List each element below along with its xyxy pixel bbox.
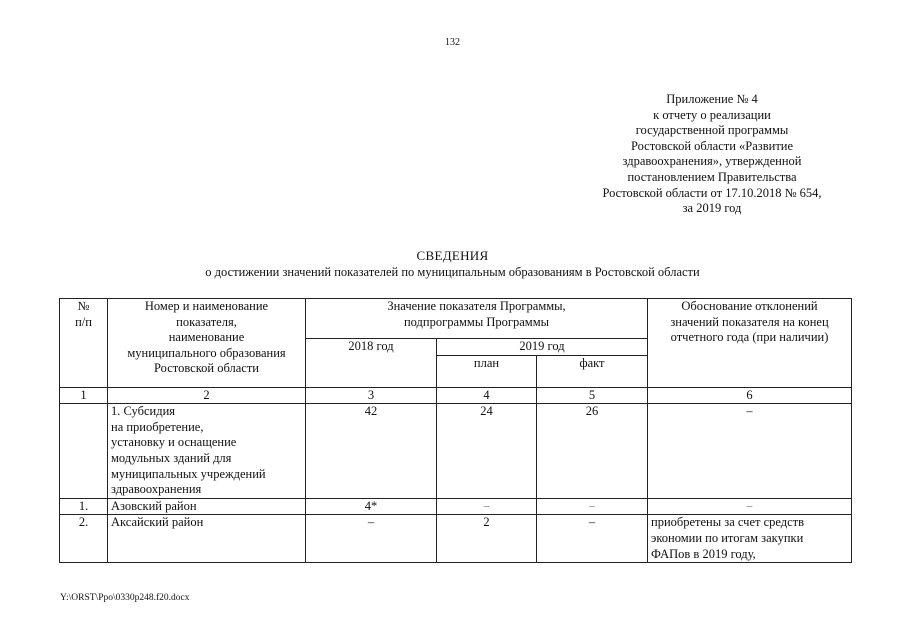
- row-justification: приобретены за счет средств экономии по итогам закупки ФАПов в 2019 году,: [648, 515, 852, 563]
- indicator-row: [60, 404, 852, 499]
- header-justification: Обоснование отклонений значений показателя на конец отчетного года (при наличии): [648, 299, 852, 388]
- appendix-line: Ростовской области от 17.10.2018 № 654,: [602, 185, 822, 200]
- indicator-plan: 24: [437, 404, 537, 499]
- indicators-table: [59, 298, 852, 563]
- row-name: Азовский район: [108, 498, 306, 515]
- appendix-line: Ростовской области «Развитие: [630, 138, 794, 153]
- file-path-footer: Y:\ORST\Ppo\0330p248.f20.docx: [60, 593, 190, 603]
- row-num: 2.: [60, 515, 108, 563]
- indicator-2018: 42: [306, 404, 437, 499]
- row-fact: –: [537, 498, 648, 515]
- col-number: 5: [537, 387, 648, 404]
- row-num: 1.: [60, 498, 108, 515]
- header-fact: факт: [537, 355, 648, 387]
- row-plan: –: [437, 498, 537, 515]
- column-numbers-row: [60, 387, 852, 404]
- indicator-name: 1. Субсидия на приобретение, установку и оснащение модульных зданий для муниципальных учреждений здравоохранения: [108, 404, 306, 499]
- col-number: 3: [306, 387, 437, 404]
- appendix-line: Приложение № 4: [666, 92, 758, 106]
- row-2018: –: [306, 515, 437, 563]
- table-row: [60, 515, 852, 563]
- col-number: 6: [648, 387, 852, 404]
- indicator-justification: –: [648, 404, 852, 499]
- page-number: 132: [445, 37, 460, 48]
- appendix-line: к отчету о реализации: [653, 107, 771, 122]
- col-number: 2: [108, 387, 306, 404]
- appendix-line: здравоохранения», утвержденной: [622, 154, 802, 169]
- indicator-num: [60, 404, 108, 499]
- row-2018: 4*: [306, 498, 437, 515]
- appendix-note: [578, 92, 846, 217]
- header-2018: 2018 год: [306, 339, 437, 388]
- header-value-group: Значение показателя Программы, подпрограммы Программы: [306, 299, 648, 339]
- col-number: 1: [60, 387, 108, 404]
- table-row: [60, 498, 852, 515]
- col-number: 4: [437, 387, 537, 404]
- header-plan: план: [437, 355, 537, 387]
- row-fact: –: [537, 515, 648, 563]
- row-plan: 2: [437, 515, 537, 563]
- header-num: № п/п: [60, 299, 108, 388]
- row-justification: –: [648, 498, 852, 515]
- indicator-fact: 26: [537, 404, 648, 499]
- row-name: Аксайский район: [108, 515, 306, 563]
- appendix-line: государственной программы: [635, 123, 789, 138]
- document-title: СВЕДЕНИЯ: [416, 248, 489, 263]
- header-name: Номер и наименование показателя, наименование муниципального образования Ростовской области: [108, 299, 306, 388]
- appendix-line: за 2019 год: [682, 201, 742, 216]
- header-2019: 2019 год: [437, 339, 648, 356]
- document-subtitle: о достижении значений показателей по муниципальным образованиям в Ростовской области: [205, 265, 700, 279]
- appendix-line: постановлением Правительства: [627, 169, 797, 184]
